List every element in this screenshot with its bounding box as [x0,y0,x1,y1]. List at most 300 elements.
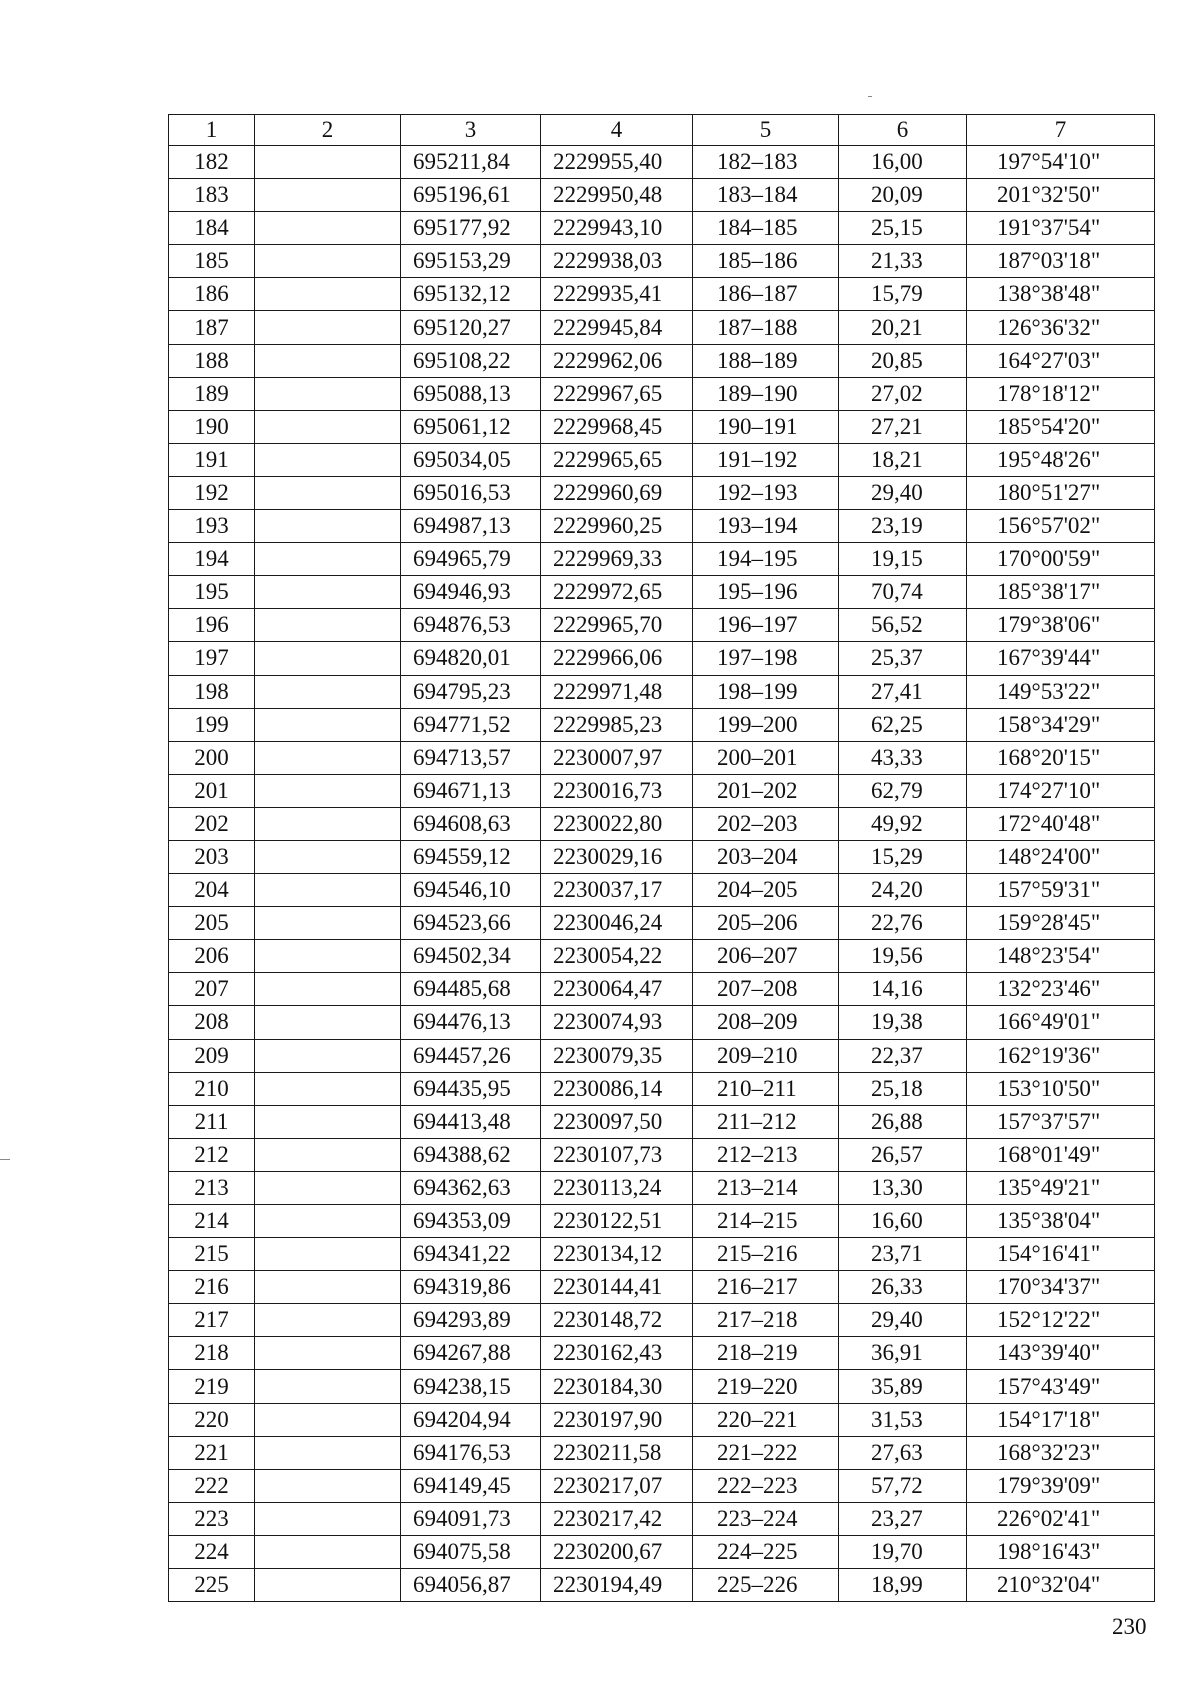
x-coordinate-cell: 694388,62 [401,1138,541,1171]
table-row [169,807,1155,840]
point-number-cell: 197 [169,642,255,675]
x-coordinate-cell: 694267,88 [401,1337,541,1370]
empty-cell [255,377,401,410]
empty-cell [255,1569,401,1602]
distance-cell: 21,33 [839,245,967,278]
point-number-cell: 221 [169,1436,255,1469]
segment-cell: 222–223 [693,1469,839,1502]
table-header-row [169,115,1155,146]
angle-cell: 132°23'46" [967,973,1155,1006]
point-number-cell: 222 [169,1469,255,1502]
table-row [169,576,1155,609]
angle-cell: 185°38'17" [967,576,1155,609]
table-row [169,1205,1155,1238]
empty-cell [255,1238,401,1271]
y-coordinate-cell: 2230194,49 [541,1569,693,1602]
column-header-3: 3 [401,115,541,146]
angle-cell: 168°01'49" [967,1138,1155,1171]
point-number-cell: 208 [169,1006,255,1039]
empty-cell [255,874,401,907]
point-number-cell: 187 [169,311,255,344]
table-row [169,1039,1155,1072]
x-coordinate-cell: 695177,92 [401,212,541,245]
distance-cell: 23,27 [839,1502,967,1535]
empty-cell [255,1469,401,1502]
table-row [169,1436,1155,1469]
y-coordinate-cell: 2230200,67 [541,1535,693,1568]
angle-cell: 166°49'01" [967,1006,1155,1039]
x-coordinate-cell: 695034,05 [401,443,541,476]
point-number-cell: 211 [169,1105,255,1138]
table-row [169,1238,1155,1271]
column-header-2: 2 [255,115,401,146]
empty-cell [255,807,401,840]
empty-cell [255,1304,401,1337]
table-row [169,245,1155,278]
empty-cell [255,146,401,179]
empty-cell [255,1072,401,1105]
point-number-cell: 203 [169,840,255,873]
distance-cell: 29,40 [839,476,967,509]
angle-cell: 201°32'50" [967,179,1155,212]
point-number-cell: 223 [169,1502,255,1535]
segment-cell: 199–200 [693,708,839,741]
angle-cell: 143°39'40" [967,1337,1155,1370]
table-row [169,410,1155,443]
x-coordinate-cell: 695108,22 [401,344,541,377]
distance-cell: 23,19 [839,510,967,543]
page-number: 230 [1112,1614,1147,1639]
distance-cell: 15,79 [839,278,967,311]
y-coordinate-cell: 2230197,90 [541,1403,693,1436]
y-coordinate-cell: 2230097,50 [541,1105,693,1138]
y-coordinate-cell: 2230217,42 [541,1502,693,1535]
x-coordinate-cell: 695196,61 [401,179,541,212]
angle-cell: 172°40'48" [967,807,1155,840]
distance-cell: 19,15 [839,543,967,576]
distance-cell: 62,25 [839,708,967,741]
angle-cell: 153°10'50" [967,1072,1155,1105]
empty-cell [255,1502,401,1535]
segment-cell: 187–188 [693,311,839,344]
point-number-cell: 199 [169,708,255,741]
table-row [169,543,1155,576]
point-number-cell: 217 [169,1304,255,1337]
x-coordinate-cell: 694608,63 [401,807,541,840]
point-number-cell: 210 [169,1072,255,1105]
table-row [169,311,1155,344]
distance-cell: 26,88 [839,1105,967,1138]
segment-cell: 195–196 [693,576,839,609]
point-number-cell: 186 [169,278,255,311]
point-number-cell: 224 [169,1535,255,1568]
table-row [169,1072,1155,1105]
segment-cell: 204–205 [693,874,839,907]
empty-cell [255,741,401,774]
segment-cell: 203–204 [693,840,839,873]
table-row [169,344,1155,377]
y-coordinate-cell: 2229966,06 [541,642,693,675]
point-number-cell: 215 [169,1238,255,1271]
x-coordinate-cell: 695120,27 [401,311,541,344]
angle-cell: 135°38'04" [967,1205,1155,1238]
empty-cell [255,774,401,807]
point-number-cell: 225 [169,1569,255,1602]
table-row [169,212,1155,245]
x-coordinate-cell: 694091,73 [401,1502,541,1535]
x-coordinate-cell: 694546,10 [401,874,541,907]
point-number-cell: 201 [169,774,255,807]
empty-cell [255,1006,401,1039]
distance-cell: 20,09 [839,179,967,212]
table-row [169,1171,1155,1204]
angle-cell: 174°27'10" [967,774,1155,807]
y-coordinate-cell: 2229968,45 [541,410,693,443]
point-number-cell: 195 [169,576,255,609]
table-row [169,1304,1155,1337]
angle-cell: 149°53'22" [967,675,1155,708]
table-row [169,874,1155,907]
segment-cell: 213–214 [693,1171,839,1204]
x-coordinate-cell: 694502,34 [401,940,541,973]
segment-cell: 191–192 [693,443,839,476]
distance-cell: 22,37 [839,1039,967,1072]
y-coordinate-cell: 2229938,03 [541,245,693,278]
angle-cell: 185°54'20" [967,410,1155,443]
point-number-cell: 218 [169,1337,255,1370]
distance-cell: 16,60 [839,1205,967,1238]
x-coordinate-cell: 694559,12 [401,840,541,873]
table-row [169,1271,1155,1304]
segment-cell: 192–193 [693,476,839,509]
segment-cell: 215–216 [693,1238,839,1271]
angle-cell: 162°19'36" [967,1039,1155,1072]
segment-cell: 205–206 [693,907,839,940]
distance-cell: 18,21 [839,443,967,476]
angle-cell: 157°59'31" [967,874,1155,907]
y-coordinate-cell: 2229971,48 [541,675,693,708]
angle-cell: 157°37'57" [967,1105,1155,1138]
empty-cell [255,907,401,940]
distance-cell: 25,15 [839,212,967,245]
x-coordinate-cell: 695132,12 [401,278,541,311]
empty-cell [255,940,401,973]
x-coordinate-cell: 694056,87 [401,1569,541,1602]
angle-cell: 154°17'18" [967,1403,1155,1436]
x-coordinate-cell: 694965,79 [401,543,541,576]
table-row [169,774,1155,807]
x-coordinate-cell: 694771,52 [401,708,541,741]
distance-cell: 31,53 [839,1403,967,1436]
empty-cell [255,1370,401,1403]
table-body [169,146,1155,1602]
distance-cell: 27,21 [839,410,967,443]
empty-cell [255,344,401,377]
distance-cell: 19,38 [839,1006,967,1039]
table-row [169,940,1155,973]
table-row [169,907,1155,940]
point-number-cell: 191 [169,443,255,476]
point-number-cell: 202 [169,807,255,840]
angle-cell: 170°34'37" [967,1271,1155,1304]
x-coordinate-cell: 695061,12 [401,410,541,443]
table-row [169,510,1155,543]
x-coordinate-cell: 694075,58 [401,1535,541,1568]
distance-cell: 27,41 [839,675,967,708]
distance-cell: 15,29 [839,840,967,873]
distance-cell: 62,79 [839,774,967,807]
angle-cell: 179°38'06" [967,609,1155,642]
x-coordinate-cell: 694204,94 [401,1403,541,1436]
segment-cell: 198–199 [693,675,839,708]
point-number-cell: 212 [169,1138,255,1171]
y-coordinate-cell: 2230074,93 [541,1006,693,1039]
segment-cell: 201–202 [693,774,839,807]
table-row [169,675,1155,708]
angle-cell: 226°02'41" [967,1502,1155,1535]
empty-cell [255,1271,401,1304]
distance-cell: 13,30 [839,1171,967,1204]
segment-cell: 212–213 [693,1138,839,1171]
x-coordinate-cell: 694671,13 [401,774,541,807]
y-coordinate-cell: 2229960,25 [541,510,693,543]
table-row [169,1006,1155,1039]
point-number-cell: 184 [169,212,255,245]
y-coordinate-cell: 2229969,33 [541,543,693,576]
point-number-cell: 200 [169,741,255,774]
x-coordinate-cell: 694435,95 [401,1072,541,1105]
y-coordinate-cell: 2229965,65 [541,443,693,476]
x-coordinate-cell: 694319,86 [401,1271,541,1304]
y-coordinate-cell: 2230162,43 [541,1337,693,1370]
empty-cell [255,1436,401,1469]
y-coordinate-cell: 2229985,23 [541,708,693,741]
y-coordinate-cell: 2230046,24 [541,907,693,940]
x-coordinate-cell: 694149,45 [401,1469,541,1502]
distance-cell: 27,63 [839,1436,967,1469]
y-coordinate-cell: 2229945,84 [541,311,693,344]
angle-cell: 157°43'49" [967,1370,1155,1403]
x-coordinate-cell: 694341,22 [401,1238,541,1271]
segment-cell: 196–197 [693,609,839,642]
table-row [169,973,1155,1006]
distance-cell: 20,85 [839,344,967,377]
column-header-5: 5 [693,115,839,146]
empty-cell [255,1105,401,1138]
empty-cell [255,410,401,443]
column-header-7: 7 [967,115,1155,146]
y-coordinate-cell: 2230144,41 [541,1271,693,1304]
table-row [169,146,1155,179]
point-number-cell: 220 [169,1403,255,1436]
distance-cell: 16,00 [839,146,967,179]
table-row [169,1337,1155,1370]
distance-cell: 22,76 [839,907,967,940]
point-number-cell: 209 [169,1039,255,1072]
point-number-cell: 182 [169,146,255,179]
y-coordinate-cell: 2229955,40 [541,146,693,179]
segment-cell: 220–221 [693,1403,839,1436]
x-coordinate-cell: 694362,63 [401,1171,541,1204]
angle-cell: 178°18'12" [967,377,1155,410]
angle-cell: 152°12'22" [967,1304,1155,1337]
segment-cell: 185–186 [693,245,839,278]
distance-cell: 26,33 [839,1271,967,1304]
distance-cell: 26,57 [839,1138,967,1171]
x-coordinate-cell: 694876,53 [401,609,541,642]
y-coordinate-cell: 2229943,10 [541,212,693,245]
distance-cell: 18,99 [839,1569,967,1602]
distance-cell: 19,70 [839,1535,967,1568]
empty-cell [255,1535,401,1568]
segment-cell: 206–207 [693,940,839,973]
table-row [169,642,1155,675]
distance-cell: 14,16 [839,973,967,1006]
empty-cell [255,1205,401,1238]
angle-cell: 179°39'09" [967,1469,1155,1502]
x-coordinate-cell: 694713,57 [401,741,541,774]
table-row [169,1138,1155,1171]
angle-cell: 197°54'10" [967,146,1155,179]
point-number-cell: 214 [169,1205,255,1238]
table-row [169,840,1155,873]
segment-cell: 190–191 [693,410,839,443]
angle-cell: 198°16'43" [967,1535,1155,1568]
segment-cell: 186–187 [693,278,839,311]
x-coordinate-cell: 694413,48 [401,1105,541,1138]
segment-cell: 223–224 [693,1502,839,1535]
angle-cell: 187°03'18" [967,245,1155,278]
angle-cell: 170°00'59" [967,543,1155,576]
angle-cell: 195°48'26" [967,443,1155,476]
point-number-cell: 219 [169,1370,255,1403]
segment-cell: 207–208 [693,973,839,1006]
y-coordinate-cell: 2230079,35 [541,1039,693,1072]
distance-cell: 43,33 [839,741,967,774]
point-number-cell: 205 [169,907,255,940]
angle-cell: 156°57'02" [967,510,1155,543]
table-row [169,476,1155,509]
y-coordinate-cell: 2230148,72 [541,1304,693,1337]
y-coordinate-cell: 2229967,65 [541,377,693,410]
angle-cell: 154°16'41" [967,1238,1155,1271]
y-coordinate-cell: 2230054,22 [541,940,693,973]
x-coordinate-cell: 694523,66 [401,907,541,940]
empty-cell [255,212,401,245]
table-row [169,609,1155,642]
segment-cell: 211–212 [693,1105,839,1138]
segment-cell: 194–195 [693,543,839,576]
segment-cell: 225–226 [693,1569,839,1602]
segment-cell: 208–209 [693,1006,839,1039]
segment-cell: 197–198 [693,642,839,675]
x-coordinate-cell: 694293,89 [401,1304,541,1337]
x-coordinate-cell: 694476,13 [401,1006,541,1039]
segment-cell: 216–217 [693,1271,839,1304]
table-row [169,179,1155,212]
angle-cell: 180°51'27" [967,476,1155,509]
angle-cell: 158°34'29" [967,708,1155,741]
empty-cell [255,675,401,708]
empty-cell [255,543,401,576]
table-row [169,278,1155,311]
distance-cell: 49,92 [839,807,967,840]
y-coordinate-cell: 2230016,73 [541,774,693,807]
distance-cell: 35,89 [839,1370,967,1403]
table-row [169,1403,1155,1436]
empty-cell [255,311,401,344]
scan-mark [868,96,872,97]
segment-cell: 221–222 [693,1436,839,1469]
distance-cell: 19,56 [839,940,967,973]
angle-cell: 168°32'23" [967,1436,1155,1469]
distance-cell: 25,37 [839,642,967,675]
angle-cell: 135°49'21" [967,1171,1155,1204]
y-coordinate-cell: 2229950,48 [541,179,693,212]
y-coordinate-cell: 2229935,41 [541,278,693,311]
angle-cell: 148°24'00" [967,840,1155,873]
point-number-cell: 194 [169,543,255,576]
distance-cell: 25,18 [839,1072,967,1105]
empty-cell [255,576,401,609]
empty-cell [255,642,401,675]
table-row [169,1105,1155,1138]
angle-cell: 164°27'03" [967,344,1155,377]
segment-cell: 189–190 [693,377,839,410]
table-row [169,741,1155,774]
x-coordinate-cell: 694946,93 [401,576,541,609]
point-number-cell: 198 [169,675,255,708]
segment-cell: 217–218 [693,1304,839,1337]
point-number-cell: 189 [169,377,255,410]
point-number-cell: 196 [169,609,255,642]
x-coordinate-cell: 695016,53 [401,476,541,509]
empty-cell [255,1138,401,1171]
empty-cell [255,973,401,1006]
distance-cell: 70,74 [839,576,967,609]
empty-cell [255,510,401,543]
x-coordinate-cell: 694238,15 [401,1370,541,1403]
empty-cell [255,278,401,311]
distance-cell: 27,02 [839,377,967,410]
empty-cell [255,245,401,278]
point-number-cell: 183 [169,179,255,212]
empty-cell [255,1039,401,1072]
angle-cell: 148°23'54" [967,940,1155,973]
segment-cell: 219–220 [693,1370,839,1403]
coordinates-table [168,114,1155,1602]
point-number-cell: 192 [169,476,255,509]
point-number-cell: 213 [169,1171,255,1204]
x-coordinate-cell: 694485,68 [401,973,541,1006]
y-coordinate-cell: 2230029,16 [541,840,693,873]
point-number-cell: 216 [169,1271,255,1304]
empty-cell [255,179,401,212]
table-row [169,708,1155,741]
y-coordinate-cell: 2229960,69 [541,476,693,509]
empty-cell [255,476,401,509]
y-coordinate-cell: 2230107,73 [541,1138,693,1171]
y-coordinate-cell: 2229965,70 [541,609,693,642]
y-coordinate-cell: 2229962,06 [541,344,693,377]
point-number-cell: 188 [169,344,255,377]
empty-cell [255,609,401,642]
distance-cell: 20,21 [839,311,967,344]
empty-cell [255,443,401,476]
table-row [169,377,1155,410]
y-coordinate-cell: 2230134,12 [541,1238,693,1271]
segment-cell: 183–184 [693,179,839,212]
